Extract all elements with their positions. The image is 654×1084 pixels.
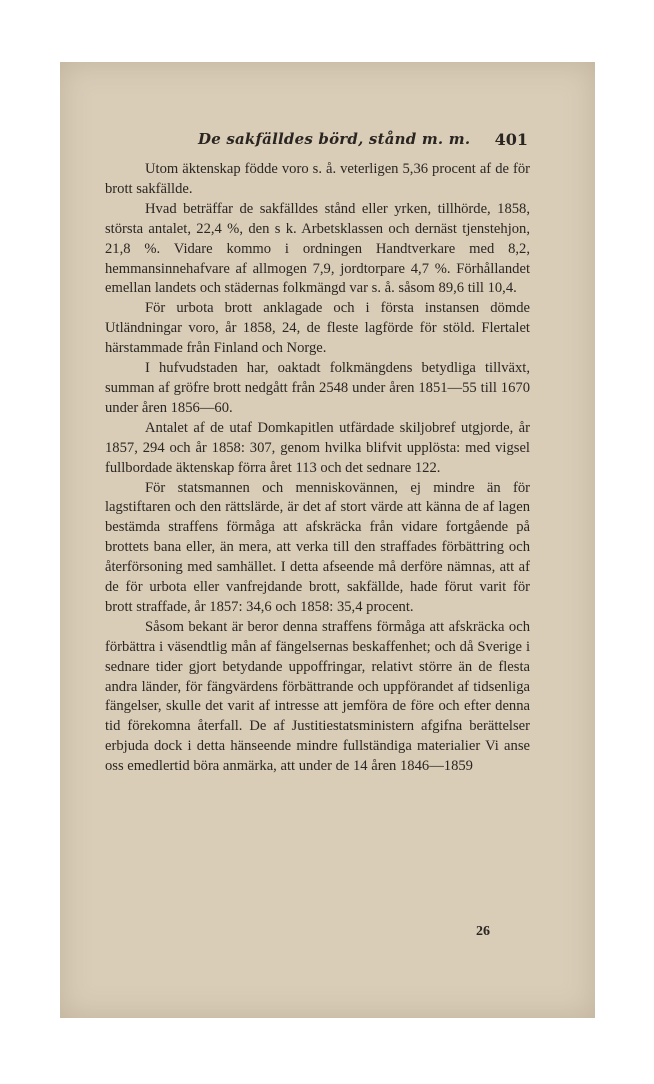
paragraph-6: För statsmannen och menniskovännen, ej mindre än för lagstiftaren och den rättslärde, är det af stort värde att känna de af lagen bestämda straffens förmåga att afskräcka från vidare fortgående på brottets bana eller, än mera, att verka till den straffades förbättring och återförsoning med samhället. I detta afseende må derföre nämnas, att af de för urbota eller vanfrejdande brott, sakfällde, hade förut varit för brott straffade, år 1857: 34,6 och 1858: 35,4 procent. (105, 479, 530, 615)
paragraph-3: För urbota brott anklagade och i första instansen dömde Utländningar voro, år 1858, 24, de fleste lagförde för stöld. Flertalet härstammade från Finland och Norge. (105, 300, 530, 357)
running-title: De sakfälldes börd, stånd m. m. (198, 130, 471, 148)
page-number: 401 (494, 130, 528, 149)
paragraph-4: I hufvudstaden har, oaktadt folkmängdens betydliga tillväxt, summan af gröfre brott nedgått från 2548 under åren 1851—55 till 1670 under åren 1856—60. (105, 360, 530, 416)
running-header (198, 130, 528, 148)
body-text (105, 160, 530, 777)
paragraph-2: Hvad beträffar de sakfälldes stånd eller yrken, tillhörde, 1858, största antalet, 22,4 %, den s k. Arbetsklassen och dernäst tjenstehjon, 21,8 %. Vidare kommo i ordningen Handtverkare med 8,2, hemmansinnehafvare af allmogen 7,9, jordtorpare 4,7 %. Förhållandet emellan landets och städernas folkmängd var s. å. såsom 89,6 till 10,4. (105, 200, 530, 297)
signature-mark: 26 (476, 924, 490, 939)
paragraph-1: Utom äktenskap födde voro s. å. veterligen 5,36 procent af de för brott sakfällde. (105, 161, 530, 197)
paragraph-7: Såsom bekant är beror denna straffens förmåga att afskräcka och förbättra i väsendtlig mån af fängelsernas beskaffenhet; och då Sverige i sednare tider gjort betydande uppoffringar, relativt större än de flesta andra länder, för fängvärdens förbättrande och uppförandet af tidsenliga fängelser, skulle det varit af intresse att jemföra de före och efter denna tid förekomna återfall. De af Justitiestatsministern afgifna berättelser erbjuda dock i detta hänseende mindre fullständiga materialier Vi anse oss emedlertid böra anmärka, att under de 14 åren 1846—1859 (105, 618, 530, 775)
paragraph-5: Antalet af de utaf Domkapitlen utfärdade skiljobref utgjorde, år 1857, 294 och år 1858: 307, genom hvilka blifvit upplösta: med vigsel fullbordade äktenskap förra året 113 och det sednare 122. (105, 419, 530, 476)
